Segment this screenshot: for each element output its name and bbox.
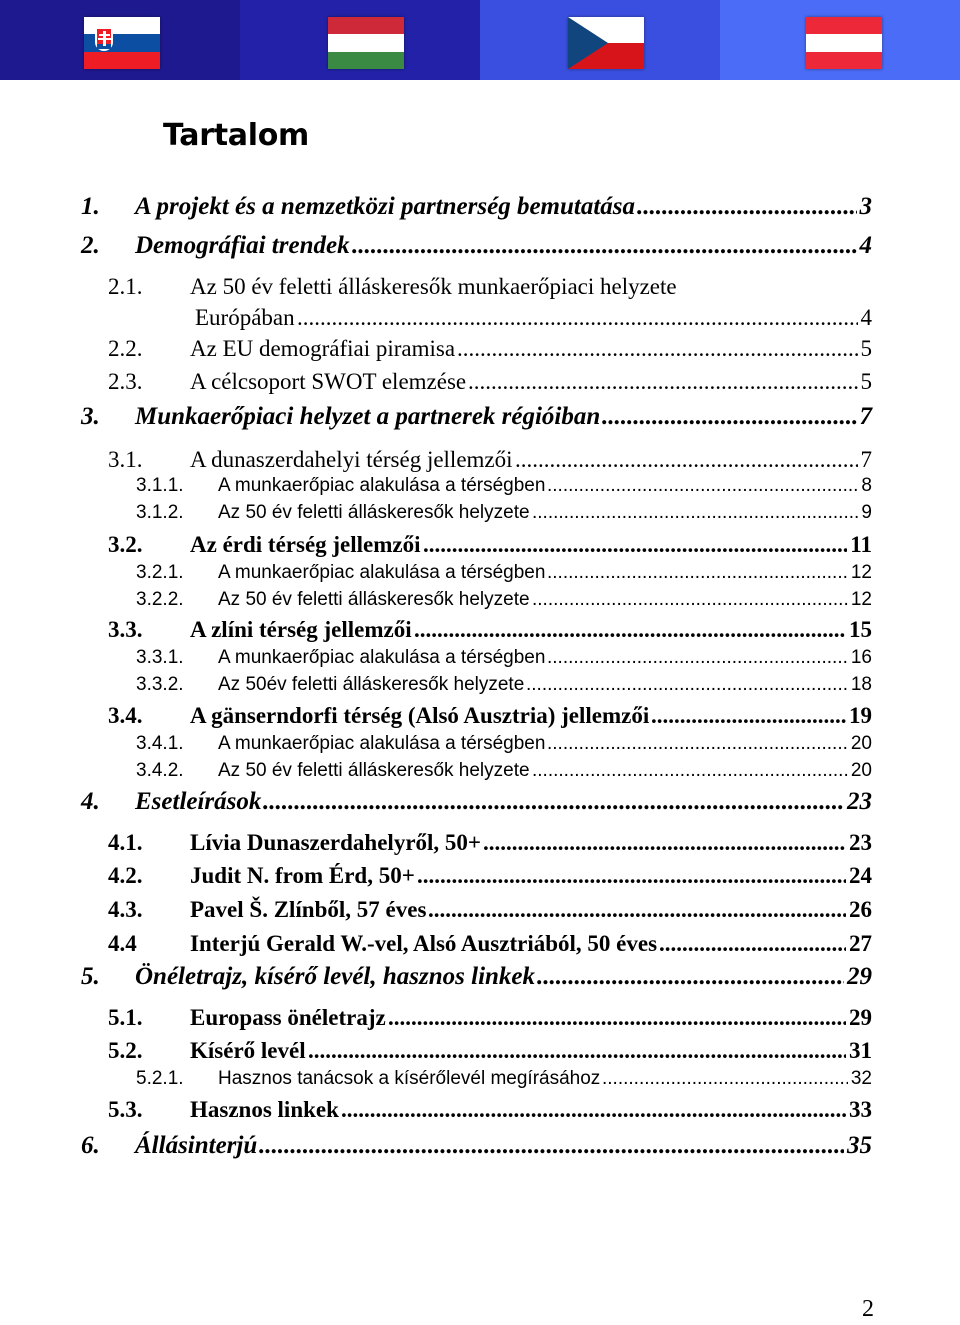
toc-entry[interactable] [0,403,880,437]
toc-dot-leader [308,1038,872,1064]
toc-dot-leader [602,403,872,431]
coat-of-arms-icon [95,27,113,51]
toc-entry[interactable] [0,1097,880,1131]
toc-entry[interactable] [0,788,880,822]
toc-entry[interactable] [0,617,880,651]
toc-entry-number: 2. [81,232,100,259]
toc-entry-number: 1. [81,193,100,220]
toc-entry-page: 19 [846,703,872,729]
toc-dot-leader [526,674,872,696]
toc-entry[interactable] [0,193,880,227]
toc-entry-number: 4.3. [108,897,143,922]
toc-entry-page: 8 [858,475,872,497]
toc-entry[interactable] [0,532,880,566]
toc-dot-leader [651,703,872,729]
toc-dot-leader [297,305,872,331]
toc-dot-leader [423,532,872,558]
toc-dot-leader [352,232,872,260]
toc-dot-leader [468,369,872,395]
toc-entry-label: A munkaerőpiac alakulása a térségben [218,562,546,583]
toc-entry-label: Munkaerőpiaci helyzet a partnerek régióiban [135,403,601,430]
toc-entry-number: 4. [81,788,100,815]
austrian-flag-icon [806,17,882,69]
toc-entry-page: 15 [846,617,872,643]
toc-entry-label: Esetleírások [135,788,262,815]
toc-entry-number: 4.2. [108,863,143,888]
toc-dot-leader [547,733,872,755]
toc-dot-leader [414,617,872,643]
toc-entry[interactable] [0,830,880,864]
slovak-flag-icon [84,17,160,69]
toc-entry-label: Kísérő levél [190,1038,306,1063]
toc-entry-label: Interjú Gerald W.-vel, Alsó Ausztriából, 50 éves [190,931,658,956]
toc-entry-page: 12 [848,562,872,584]
page-title: Tartalom [163,118,309,153]
toc-entry-page: 31 [846,1038,872,1064]
toc-entry-label: Állásinterjú [135,1132,258,1159]
toc-entry-number: 3.4. [108,703,143,728]
toc-entry-number: 4.1. [108,830,143,855]
toc-dot-leader [483,830,872,856]
toc-entry-page: 26 [846,897,872,923]
toc-entry-page: 23 [844,788,872,816]
banner-band-slovakia [0,0,240,80]
toc-entry-page: 29 [844,963,872,991]
toc-dot-leader [547,562,872,584]
toc-entry-number: 4.4 [108,931,137,956]
toc-entry-label: Az 50év feletti álláskeresők helyzete [218,674,525,695]
toc-entry[interactable] [0,703,880,737]
toc-entry-page: 5 [858,369,873,395]
banner-band-czech [480,0,720,80]
toc-entry-page: 4 [857,232,873,260]
toc-entry-page: 7 [858,447,873,473]
toc-entry-label: Hasznos tanácsok a kísérőlevél megírásához [218,1068,601,1089]
toc-entry-label: Demográfiai trendek [135,232,350,259]
toc-entry-number: 2.3. [108,369,143,394]
banner-band-austria [720,0,960,80]
toc-entry-label: A dunaszerdahelyi térség jellemzői [190,447,513,472]
toc-entry-label: A célcsoport SWOT elemzése [190,369,467,394]
toc-entry-number: 3.3. [108,617,143,642]
toc-entry-number: 3.3.2. [136,674,184,695]
toc-entry-number: 2.2. [108,336,143,361]
toc-dot-leader [417,863,872,889]
toc-entry-number: 5.3. [108,1097,143,1122]
toc-entry[interactable] [0,863,880,897]
toc-entry-page: 32 [848,1068,872,1090]
toc-entry-label: A munkaerőpiac alakulása a térségben [218,647,546,668]
toc-entry[interactable] [0,1038,880,1072]
toc-entry-page: 7 [857,403,873,431]
toc-entry[interactable] [0,369,880,403]
toc-entry-label: Az 50 év feletti álláskeresők helyzete [218,502,530,523]
toc-dot-leader [263,788,872,816]
toc-dot-leader [457,336,872,362]
toc-entry-number: 3. [81,403,100,430]
header-banner [0,0,960,80]
toc-entry-page: 5 [858,336,873,362]
toc-entry-label: A gänserndorfi térség (Alsó Ausztria) jellemzői [190,703,650,728]
toc-entry-continuation[interactable] [0,305,880,339]
toc-entry-page: 12 [848,589,872,611]
toc-entry-number: 2.1. [108,274,143,299]
toc-entry-label: A munkaerőpiac alakulása a térségben [218,733,546,754]
toc-entry-page: 23 [846,830,872,856]
toc-entry[interactable] [0,274,880,308]
toc-entry-number: 3.2. [108,532,143,557]
page-number: 2 [862,1296,874,1322]
czech-flag-icon [568,17,644,69]
toc-dot-leader [537,963,872,991]
toc-entry-label: A projekt és a nemzetközi partnerség bemutatása [135,193,636,220]
toc-entry-label: Az EU demográfiai piramisa [190,336,456,361]
toc-entry-page: 20 [848,760,872,782]
toc-entry-label: Hasznos linkek [190,1097,339,1122]
toc-dot-leader [341,1097,872,1123]
toc-entry-page: 27 [846,931,872,957]
toc-entry-number: 3.4.2. [136,760,184,781]
toc-entry[interactable] [0,1132,880,1166]
toc-dot-leader [388,1005,872,1031]
toc-entry-number: 3.1.1. [136,475,184,496]
toc-entry[interactable] [0,232,880,266]
toc-entry[interactable] [0,931,880,965]
toc-dot-leader [547,647,872,669]
toc-entry-number: 5.2.1. [136,1068,184,1089]
toc-entry-label: Az 50 év feletti álláskeresők munkaerőpiaci helyzete [190,274,677,299]
toc-dot-leader [547,475,872,497]
toc-entry-label: A zlíni térség jellemzői [190,617,412,642]
toc-entry-number: 3.1.2. [136,502,184,523]
toc-entry-label: Pavel Š. Zlínből, 57 éves [190,897,427,922]
toc-entry-number: 3.2.2. [136,589,184,610]
toc-entry-page: 16 [848,647,872,669]
toc-entry-page: 29 [846,1005,872,1031]
toc-entry-label: Európában [195,305,295,330]
toc-entry-label: Az 50 év feletti álláskeresők helyzete [218,760,530,781]
toc-entry-label: Önéletrajz, kísérő levél, hasznos linkek [135,963,536,990]
toc-entry-page: 11 [847,532,872,558]
toc-dot-leader [532,502,872,524]
toc-entry-page: 3 [857,193,873,221]
toc-entry[interactable] [0,897,880,931]
toc-entry-number: 3.4.1. [136,733,184,754]
toc-entry[interactable] [0,502,880,536]
toc-entry-page: 18 [848,674,872,696]
toc-entry-label: Az 50 év feletti álláskeresők helyzete [218,589,530,610]
toc-dot-leader [602,1068,872,1090]
toc-entry-page: 4 [858,305,873,331]
toc-entry-number: 3.1. [108,447,143,472]
toc-entry-page: 20 [848,733,872,755]
hungarian-flag-icon [328,17,404,69]
toc-dot-leader [532,589,872,611]
toc-entry-label: Judit N. from Érd, 50+ [190,863,415,888]
toc-dot-leader [659,931,872,957]
toc-entry-page: 35 [844,1132,872,1160]
toc-entry-number: 6. [81,1132,100,1159]
toc-dot-leader [259,1132,872,1160]
banner-band-hungary [240,0,480,80]
toc-entry-number: 5.2. [108,1038,143,1063]
toc-entry[interactable] [0,963,880,997]
toc-dot-leader [637,193,872,221]
toc-entry-label: Az érdi térség jellemzői [190,532,421,557]
toc-entry-page: 9 [858,502,872,524]
toc-entry-number: 5.1. [108,1005,143,1030]
toc-entry-page: 33 [846,1097,872,1123]
toc-entry-label: A munkaerőpiac alakulása a térségben [218,475,546,496]
toc-dot-leader [428,897,872,923]
toc-dot-leader [515,447,872,473]
toc-entry-page: 24 [846,863,872,889]
toc-entry[interactable] [0,1005,880,1039]
toc-entry-label: Lívia Dunaszerdahelyről, 50+ [190,830,482,855]
toc-entry-label: Europass önéletrajz [190,1005,386,1030]
toc-entry-number: 5. [81,963,100,990]
toc-entry-number: 3.3.1. [136,647,184,668]
toc-entry-number: 3.2.1. [136,562,184,583]
toc-dot-leader [532,760,872,782]
toc-entry[interactable] [0,336,880,370]
